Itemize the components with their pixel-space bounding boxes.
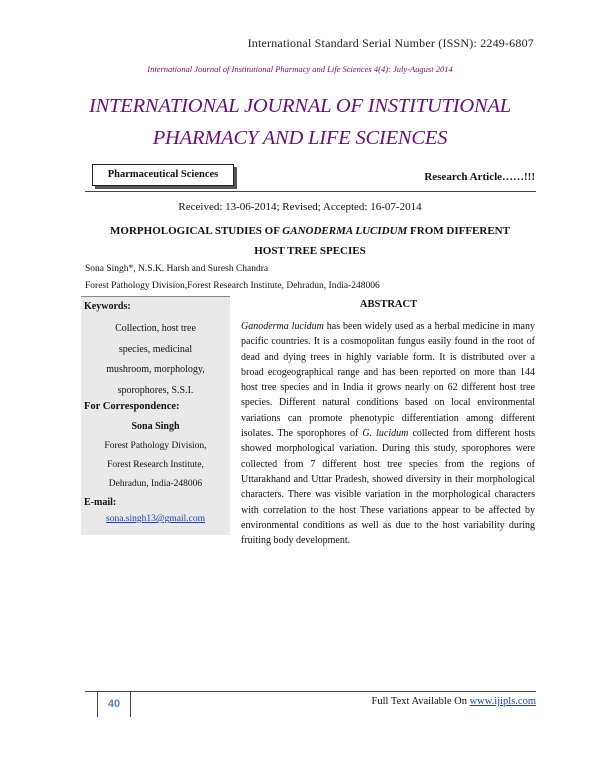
title-line-1	[80, 221, 540, 241]
keywords-list	[81, 319, 230, 401]
address-line: Dehradun, India-248006	[108, 479, 203, 489]
article-type: Research Article……!!!	[424, 171, 535, 183]
header-divider	[85, 191, 536, 192]
page-number: 40	[97, 691, 131, 717]
abstract-text-2: collected from different hosts showed morphological variation. During this study, sporophores were collected from 7 different host tree species from the regions of Uttarakhand and Uttar Pradesh, showed diversity in their morphological characters. There was visible variation in the morphological characters with correlation to the host These variations appear to be affected by environmental conditions as well as due to the host variability during fruiting body development.	[241, 428, 535, 547]
keyword-line: species, medicinal	[118, 343, 193, 355]
masthead-line-1: INTERNATIONAL JOURNAL OF INSTITUTIONAL	[88, 95, 511, 117]
title-prefix: MORPHOLOGICAL STUDIES OF	[110, 225, 283, 237]
journal-masthead	[0, 90, 600, 154]
keywords-heading: Keywords:	[84, 301, 131, 312]
abstract-species: Ganoderma lucidum	[241, 321, 324, 332]
address-line: Forest Pathology Division,	[104, 441, 207, 451]
title-suffix: FROM DIFFERENT	[407, 225, 510, 237]
title-species: GANODERMA LUCIDUM	[282, 225, 408, 237]
abstract-body	[241, 319, 535, 548]
footer-text: Full Text Available On	[371, 696, 470, 707]
article-title	[80, 221, 540, 261]
author-list: Sona Singh*, N.S.K. Harsh and Suresh Chandra	[85, 264, 269, 274]
abstract-species-abbrev: G. lucidum	[362, 428, 409, 440]
correspondence-address	[81, 437, 230, 494]
email-link[interactable]: sona.singh13@gmail.com	[106, 514, 205, 524]
title-line-2: HOST TREE SPECIES	[254, 245, 366, 257]
abstract-text-1: has been widely used as a herbal medicine in many pacific countries. It is a cosmopolitan fungus easily found in the root of dead and dying trees in highly variable form. It is distributed over a broad ecogeographical range and has been reported on more than 144 host tree species and in India it grows nearly on 62 different host tree species. Different natural conditions based on local environmental variations can promote phenotypic differentiation among different isolates. The sporophores of	[241, 321, 535, 440]
journal-citation: International Journal of Institutional Pharmacy and Life Sciences 4(4): July-August 2014	[147, 64, 453, 74]
keyword-line: sporophores, S.S.I.	[117, 384, 194, 396]
correspondence-heading: For Correspondence:	[84, 401, 180, 412]
keyword-line: Collection, host tree	[115, 323, 196, 334]
issn-line: International Standard Serial Number (ISSN): 2249-6807	[247, 36, 534, 50]
footer-divider	[85, 691, 536, 692]
keyword-line: mushroom, morphology,	[106, 364, 205, 375]
info-sidebar	[81, 296, 230, 535]
affiliation: Forest Pathology Division,Forest Research Institute, Dehradun, India-248006	[85, 281, 380, 291]
section-label-box: Pharmaceutical Sciences	[92, 164, 234, 186]
correspondence-name: Sona Singh	[131, 421, 180, 432]
footer-availability	[372, 696, 536, 707]
address-line: Forest Research Institute,	[107, 460, 204, 470]
journal-website-link[interactable]: www.ijipls.com	[469, 696, 536, 707]
abstract-heading: ABSTRACT	[359, 299, 418, 310]
masthead-line-2: PHARMACY AND LIFE SCIENCES	[152, 127, 448, 149]
article-dates: Received: 13-06-2014; Revised; Accepted: 16-07-2014	[178, 201, 422, 213]
email-heading: E-mail:	[84, 497, 117, 508]
